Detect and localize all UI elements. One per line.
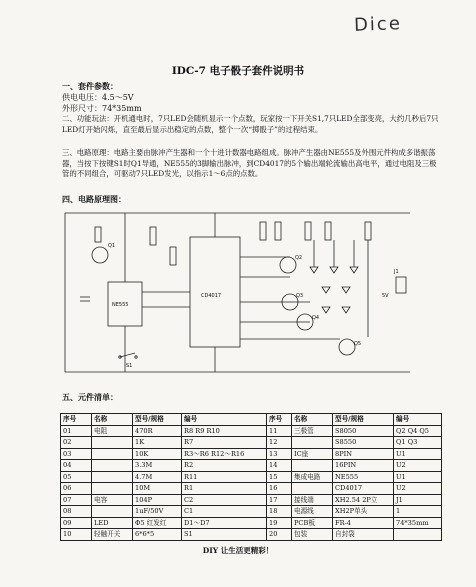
header-cell: 名称 <box>292 414 333 426</box>
table-cell: 20 <box>267 529 292 541</box>
table-cell: 470R <box>133 425 182 437</box>
table-cell: S8050 <box>333 425 394 437</box>
s1-label: S1 <box>126 363 133 369</box>
table-cell: 09 <box>61 517 92 529</box>
table-cell <box>92 471 133 483</box>
table-cell: 轻触开关 <box>92 529 133 541</box>
section-4-heading: 四、电路原理图： <box>62 194 126 204</box>
section-1-voltage: 供电电压：4.5～5V <box>62 93 134 102</box>
table-cell: IC座 <box>292 448 333 460</box>
table-cell: 04 <box>61 460 92 472</box>
header-cell: 序号 <box>267 414 292 426</box>
table-cell: R1 <box>182 483 267 495</box>
section-3-text: 三、电路原理：电路主要由脉冲产生器和一个十进计数器电路组成。脉冲产生器由NE555及外围元件构成多谐振荡器，当按下按键S1时Q1导通，NE555的3脚输出脉冲，到CD4017的5个输出端轮流输出高电平，通过电阻及三极管的不同组合，可驱动7只LED发光，以指示1～6点的点数。 <box>62 148 437 179</box>
header-cell: 名称 <box>92 414 133 426</box>
table-cell: 6*6*5 <box>133 529 182 541</box>
table-cell: 1K <box>133 437 182 449</box>
table-cell: S1 <box>182 529 267 541</box>
table-cell <box>92 483 133 495</box>
table-cell: Q2 Q4 Q5 <box>394 425 442 437</box>
table-cell: 06 <box>61 483 92 495</box>
table-cell: 19 <box>267 517 292 529</box>
table-cell: R8 R9 R10 <box>182 425 267 437</box>
q3-label: Q3 <box>296 293 304 299</box>
table-cell: FR-4 <box>333 517 394 529</box>
section-1-size: 外形尺寸：74*35mm <box>62 104 142 113</box>
table-cell: NE555 <box>333 471 394 483</box>
ne555-label: NE555 <box>112 302 129 308</box>
table-row <box>61 529 442 541</box>
table-cell <box>92 448 133 460</box>
table-cell: 03 <box>61 448 92 460</box>
table-row <box>61 437 442 449</box>
table-cell: 01 <box>61 425 92 437</box>
table-cell: C2 <box>182 494 267 506</box>
header-cell: 型号/规格 <box>333 414 394 426</box>
table-cell: R11 <box>182 471 267 483</box>
cd4017-label: CD4017 <box>201 293 222 299</box>
table-cell: 接线端 <box>292 494 333 506</box>
table-cell: D1～D7 <box>182 517 267 529</box>
q1-label: Q1 <box>108 243 116 249</box>
header-cell: 型号/规格 <box>133 414 182 426</box>
table-cell: U1 <box>394 471 442 483</box>
table-cell: R3～R6 R12～R16 <box>182 448 267 460</box>
table-row <box>61 483 442 495</box>
table-cell: 08 <box>61 506 92 518</box>
table-cell: 电阻 <box>92 425 133 437</box>
q2-label: Q2 <box>295 255 303 261</box>
table-cell: U2 <box>394 483 442 495</box>
footer-slogan: DIY 让生活更精彩！ <box>202 546 274 555</box>
table-cell: R2 <box>182 460 267 472</box>
table-cell: 10K <box>133 448 182 460</box>
table-cell: 11 <box>267 425 292 437</box>
table-cell: R7 <box>182 437 267 449</box>
table-cell: C1 <box>182 506 267 518</box>
table-cell <box>292 483 333 495</box>
table-cell: U2 <box>394 460 442 472</box>
table-cell: 电容 <box>92 494 133 506</box>
table-row <box>61 448 442 460</box>
table-cell: 17 <box>267 494 292 506</box>
table-cell: 3.3M <box>133 460 182 472</box>
table-cell: 13 <box>267 448 292 460</box>
table-cell: 18 <box>267 506 292 518</box>
section-2-text: 二、功能玩法：开机通电时，7只LED会随机显示一个点数，玩家按一下开关S1,7只LED全部变亮，大约几秒后7只LED灯开始闪烁，直至最后显示出稳定的点数，整个一次“掷骰子”的过程结束。 <box>62 114 439 134</box>
section-1-heading: 一、套件参数： <box>62 81 118 91</box>
table-row <box>61 471 442 483</box>
table-cell: 16PIN <box>333 460 394 472</box>
table-cell: U1 <box>394 448 442 460</box>
table-cell <box>92 506 133 518</box>
q4-label: Q4 <box>312 315 320 321</box>
header-cell: 编号 <box>182 414 267 426</box>
handwritten-label: Dice <box>353 13 403 36</box>
table-cell: PCB板 <box>292 517 333 529</box>
table-cell: 1 <box>394 506 442 518</box>
table-cell: LED <box>92 517 133 529</box>
parts-list-table <box>60 413 442 541</box>
table-cell: 包装 <box>292 529 333 541</box>
table-row <box>61 517 442 529</box>
table-cell: 16 <box>267 483 292 495</box>
table-cell: 1uF/50V <box>133 506 182 518</box>
table-cell: 4.7M <box>133 471 182 483</box>
table-cell: 10M <box>133 483 182 495</box>
table-cell: 02 <box>61 437 92 449</box>
table-cell <box>292 460 333 472</box>
table-cell: Q1 Q3 <box>394 437 442 449</box>
table-row <box>61 506 442 518</box>
table-cell: 8PIN <box>333 448 394 460</box>
table-cell: 集成电路 <box>292 471 333 483</box>
table-row <box>61 494 442 506</box>
table-cell: XH2.54 2P立 <box>333 494 394 506</box>
table-cell: 电源线 <box>292 506 333 518</box>
vcc-label: 5V <box>382 293 389 299</box>
header-cell: 编号 <box>394 414 442 426</box>
table-cell: J1 <box>394 494 442 506</box>
table-cell: 07 <box>61 494 92 506</box>
table-cell: 自封袋 <box>333 529 394 541</box>
table-cell: 12 <box>267 437 292 449</box>
table-cell: XH2P单头 <box>333 506 394 518</box>
table-row <box>61 460 442 472</box>
table-cell: S8550 <box>333 437 394 449</box>
table-cell <box>92 437 133 449</box>
table-cell: 三极管 <box>292 425 333 437</box>
header-cell: 序号 <box>61 414 92 426</box>
table-row <box>61 425 442 437</box>
table-cell: 104P <box>133 494 182 506</box>
table-cell: Φ5 红发红 <box>133 517 182 529</box>
table-cell <box>92 460 133 472</box>
j1-label: J1 <box>394 269 399 275</box>
table-cell: CD4017 <box>333 483 394 495</box>
circuit-schematic <box>60 207 420 379</box>
section-5-heading: 五、元件清单： <box>62 392 118 402</box>
table-cell: 15 <box>267 471 292 483</box>
table-header-row <box>61 414 442 426</box>
table-cell: 10 <box>61 529 92 541</box>
table-cell <box>292 437 333 449</box>
table-cell: 05 <box>61 471 92 483</box>
table-cell: 14 <box>267 460 292 472</box>
table-cell <box>394 529 442 541</box>
q5-label: Q5 <box>354 341 362 347</box>
page-title: IDC-7 电子骰子套件说明书 <box>171 65 305 77</box>
table-cell: 74*35mm <box>394 517 442 529</box>
